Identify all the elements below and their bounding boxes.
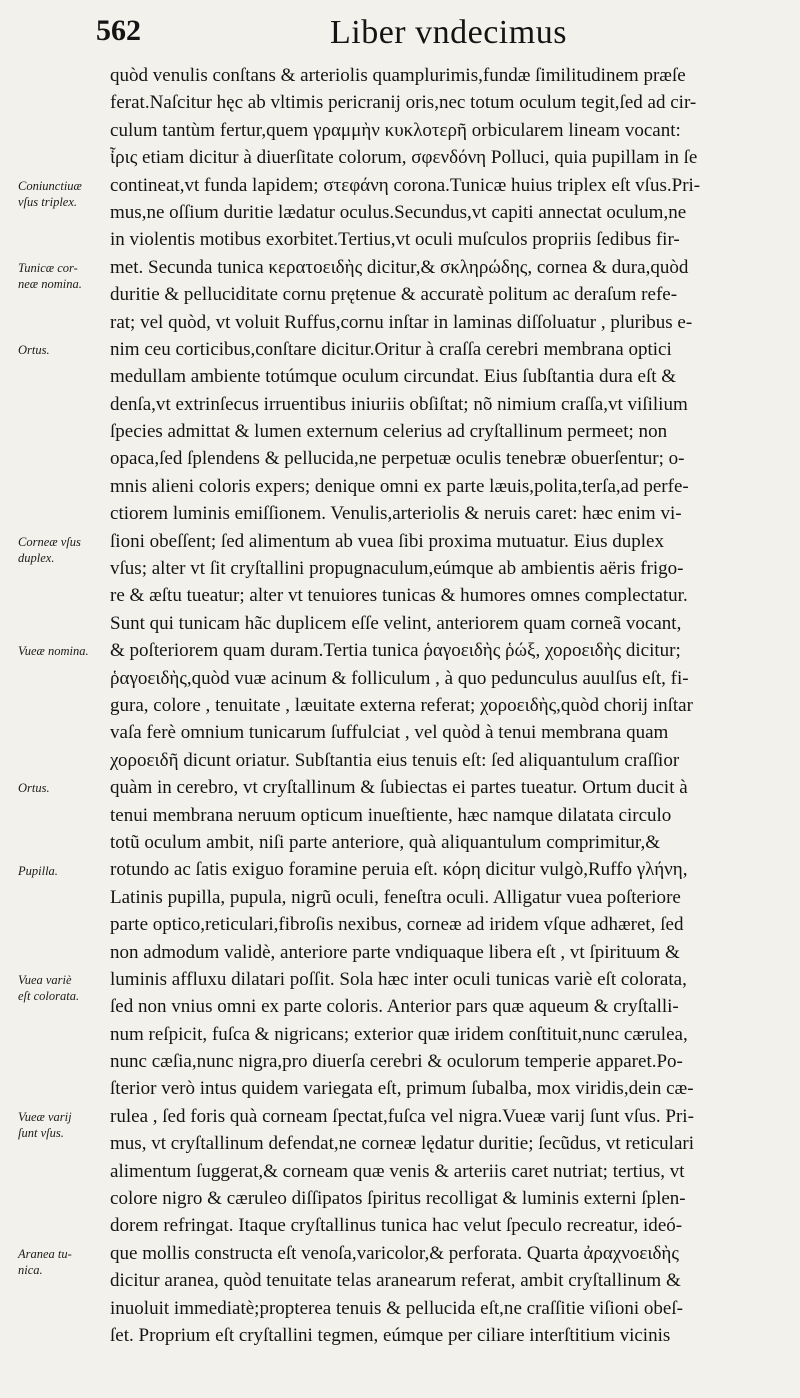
- margin-note-line: eſt colorata.: [18, 989, 80, 1004]
- text-line: nunc cæſia,nunc nigra,pro diuerſa cerebri & oculorum temperie apparet.Po-: [110, 1051, 683, 1073]
- text-line: denſa,vt extrinſecus irruentibus iniuriis obſiſtat; nõ nimium craſſa,vt viſilium: [110, 393, 688, 415]
- margin-note-line: Tunicæ cor-: [18, 260, 78, 275]
- text-line: ſet. Proprium eſt cryſtallini tegmen, eúmque per ciliare interſtitium vicinis: [110, 1324, 671, 1346]
- text-line: nim ceu corticibus,conſtare dicitur.Oritur à craſſa cerebri membrana optici: [110, 338, 672, 360]
- margin-note-line: Aranea tu-: [18, 1247, 72, 1262]
- margin-note: [18, 260, 118, 292]
- text-line: medullam ambiente totúmque oculum circundat. Eius ſubſtantia dura eſt &: [110, 366, 677, 388]
- text-line: re & æſtu tueatur; alter vt tenuiores tunicas & humores omnes complectatur.: [110, 585, 688, 607]
- text-line: dorem refringat. Itaque cryſtallinus tunica hac velut ſpeculo recreatur, ideó-: [110, 1215, 683, 1237]
- margin-note-line: duplex.: [18, 550, 55, 565]
- text-line: Latinis pupilla, pupula, nigrũ oculi, feneſtra oculi. Alligatur vuea poſteriore: [110, 886, 681, 908]
- text-line: quòd venulis conſtans & arteriolis quamplurimis,fundæ ſimilitudinem præſe: [110, 65, 686, 86]
- text-line: ἶρις etiam dicitur à diuerſitate colorum, σφενδόνη Polluci, quia pupillam in ſe: [110, 147, 698, 169]
- text-line: num reſpicit, fuſca & nigricans; exterior quæ iridem conſtituit,nunc cærulea,: [110, 1023, 688, 1045]
- body-text: [110, 62, 800, 1349]
- margin-note-line: Coniunctiuæ: [18, 178, 82, 193]
- margin-note-line: vſus triplex.: [18, 194, 78, 209]
- running-title: Liber vndecimus: [330, 14, 567, 51]
- text-line: tenui membrana neruum opticum inueſtiente, hæc namque dilatata circulo: [110, 804, 672, 826]
- text-line: met. Secunda tunica κερατοειδὴς dicitur,& σκληρώδης, cornea & dura,quòd: [110, 256, 689, 278]
- text-line: mus,ne oſſium duritie lædatur oculus.Secundus,vt capiti annectat oculum,ne: [110, 201, 687, 223]
- margin-note: [18, 780, 118, 796]
- margin-note-line: Vueæ nomina.: [18, 644, 89, 659]
- margin-note: [18, 1246, 118, 1278]
- text-line: gura, colore , tenuitate , læuitate externa referat; χοροειδὴς,quòd chorij inſtar: [110, 694, 693, 716]
- text-line: colore nigro & cæruleo diſſipatos ſpiritus recolligat & luminis externi ſplen-: [110, 1188, 686, 1210]
- text-line: vaſa ferè omnium tunicarum ſuffulciat , vel quòd à tenui membrana quam: [110, 722, 669, 744]
- text-line: culum tantùm fertur,quem γραμμὴν κυκλοτερῆ orbicularem lineam vocant:: [110, 119, 681, 141]
- margin-note: [18, 863, 118, 879]
- margin-note: [18, 972, 118, 1004]
- text-line: ῥαγοειδὴς,quòd vuæ acinum & folliculum , à quo pedunculus auulſus eſt, fi-: [110, 667, 689, 689]
- text-line: rotundo ac ſatis exiguo foramine peruia eſt. κόρη dicitur vulgò,Ruffo γλήνη,: [110, 859, 688, 881]
- text-line: ctiorem luminis emiſſionem. Venulis,arteriolis & neruis caret: hæc enim vi-: [110, 503, 682, 525]
- margin-note: [18, 643, 118, 659]
- text-line: duritie & pelluciditate cornu prętenue & accuratè politum ac deraſum refe-: [110, 284, 678, 306]
- text-line: & poſteriorem quam duram.Tertia tunica ῥαγοειδὴς ῥώξ, χοροειδὴς dicitur;: [110, 640, 681, 662]
- text-line: ferat.Naſcitur hęc ab vltimis pericranij oris,nec totum oculum tegit,ſed ad cir-: [110, 92, 697, 114]
- text-line: rat; vel quòd, vt voluit Ruffus,cornu inſtar in laminas diſſoluatur , pluribus e-: [110, 311, 693, 333]
- text-line: rulea , ſed foris quà corneam ſpectat,fuſca vel nigra.Vueæ varij ſunt vſus. Pri-: [110, 1105, 694, 1127]
- text-line: mus, vt cryſtallinum defendat,ne corneæ lędatur duritie; ſecũdus, vt reticulari: [110, 1133, 695, 1155]
- text-line: vſus; alter vt ſit cryſtallini propugnaculum,eúmque ab ambientis aëris frigo-: [110, 558, 684, 580]
- text-line: dicitur aranea, quòd tenuitate telas aranearum referat, ambit cryſtallinum &: [110, 1270, 681, 1292]
- text-line: totũ oculum ambit, niſi parte anteriore, quà aliquantulum comprimitur,&: [110, 831, 661, 853]
- text-line: alimentum ſuggerat,& corneam quæ venis & arteriis caret nutriat; tertius, vt: [110, 1160, 685, 1182]
- text-line: inuoluit immediatè;propterea tenuis & pellucida eſt,ne craſſitie viſioni obeſ-: [110, 1297, 683, 1319]
- margin-note-line: nica.: [18, 1263, 43, 1278]
- margin-notes: [0, 0, 106, 1398]
- text-line: luminis affluxu dilatari poſſit. Sola hæc inter oculi tunicas variè eſt colorata,: [110, 968, 687, 990]
- margin-note-line: ſunt vſus.: [18, 1126, 64, 1141]
- margin-note: [18, 534, 118, 566]
- margin-note-line: neæ nomina.: [18, 276, 82, 291]
- text-line: in violentis motibus exorbitet.Tertius,vt oculi muſculos propriis ſedibus fir-: [110, 229, 680, 251]
- margin-note-line: Ortus.: [18, 343, 50, 357]
- text-line: que mollis constructa eſt venoſa,varicolor,& perforata. Quarta ἀραχνοειδὴς: [110, 1242, 679, 1264]
- text-line: mnis alieni coloris expers; denique omni ex parte læuis,polita,terſa,ad perfe-: [110, 475, 689, 497]
- page-number: 562: [96, 14, 141, 47]
- margin-note: [18, 1109, 118, 1141]
- text-line: ſed non vnius omni ex parte coloris. Anterior pars quæ aqueum & cryſtalli-: [110, 996, 679, 1018]
- margin-note-line: Corneæ vſus: [18, 534, 81, 549]
- margin-note-line: Vueæ varij: [18, 1110, 72, 1125]
- margin-note-line: Vuea variè: [18, 973, 72, 988]
- text-line: χοροειδῆ dicunt oriatur. Subſtantia eius tenuis eſt: ſed aliquantulum craſſior: [110, 749, 680, 771]
- margin-note: [18, 178, 118, 210]
- text-line: non admodum validè, anteriore parte vndiquaque libera eſt , vt ſpirituum &: [110, 941, 680, 963]
- text-line: contineat,vt funda lapidem; στεφάνη corona.Tunicæ huius triplex eſt vſus.Pri-: [110, 174, 701, 196]
- margin-note: [18, 342, 118, 358]
- text-line: opaca,ſed ſplendens & pellucida,ne perpetuæ oculis tenebræ obuerſentur; o-: [110, 448, 685, 470]
- text-line: Sunt qui tunicam hãc duplicem eſſe velint, anteriorem quam corneã vocant,: [110, 612, 682, 634]
- text-line: ſterior verò intus quidem variegata eſt, primum ſubalba, mox viridis,dein cæ-: [110, 1078, 694, 1100]
- margin-note-line: Pupilla.: [18, 863, 58, 878]
- margin-note-line: Ortus.: [18, 781, 50, 796]
- text-line: quàm in cerebro, vt cryſtallinum & ſubiectas ei partes tueatur. Ortum ducit à: [110, 777, 688, 799]
- text-line: ſpecies admittat & lumen externum celerius ad cryſtallinum permeet; non: [110, 421, 668, 443]
- text-line: ſioni obeſſent; ſed alimentum ab vuea ſibi proxima mutuatur. Eius duplex: [110, 530, 664, 552]
- text-line: parte optico,reticulari,fibroſis nexibus, corneæ ad iridem vſque adhæret, ſed: [110, 914, 684, 936]
